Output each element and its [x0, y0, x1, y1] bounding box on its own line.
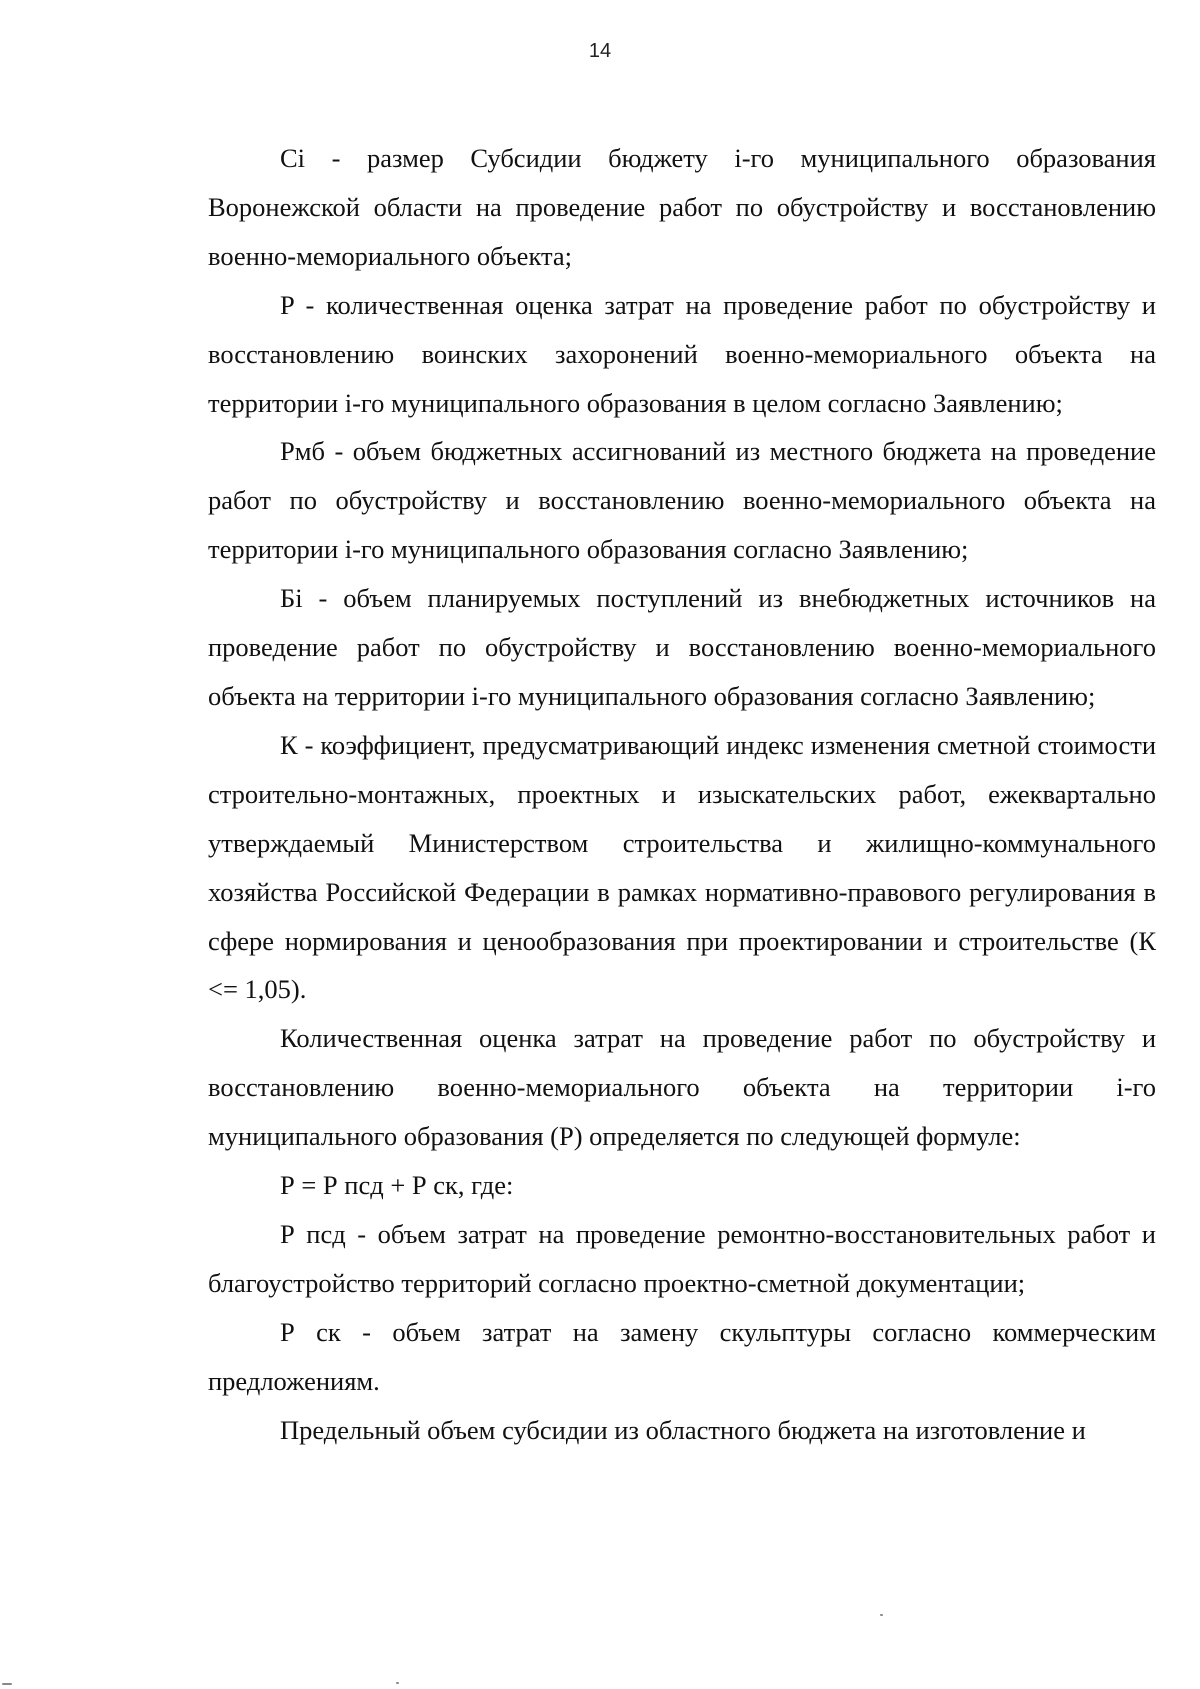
paragraph-sk-definition: Р ск - объем затрат на замену скульптуры согласно коммерческим предложениям.	[208, 1316, 1156, 1396]
paragraph-bi-definition: Бi - объем планируемых поступлений из внебюджетных источников на проведение работ по обустройству и восстановлению военно-мемориального объекта на территории i-го муниципального образования согласно Заявлению;	[208, 583, 1156, 711]
paragraph-psd-definition: Р псд - объем затрат на проведение ремонтно-восстановительных работ и благоустройство территорий согласно проектно-сметной документации;	[208, 1218, 1156, 1298]
scan-speck	[2, 1683, 12, 1685]
paragraph-k-definition: К - коэффициент, предусматривающий индекс изменения сметной стоимости строительно-монтажных, проектных и изыскательских работ, ежеквартально утверждаемый Министерством строительства и жилищно-коммунального хозяйства Российской Федерации в рамках нормативно-правового регулирования в сфере нормирования и ценообразования при проектировании и строительстве (К <= 1,05).	[208, 729, 1156, 1005]
paragraph-pmb-definition: Pмб - объем бюджетных ассигнований из местного бюджета на проведение работ по обустройству и восстановлению военно-мемориального объекта на территории i-го муниципального образования согласно Заявлению;	[208, 436, 1156, 565]
page-number: 14	[588, 40, 612, 62]
paragraph-formula: Р = Р псд + Р ск, где:	[280, 1170, 514, 1201]
paragraph-p-definition: P - количественная оценка затрат на проведение работ по обустройству и восстановлению воинских захоронений военно-мемориального объекта на территории i-го муниципального образования в целом согласно Заявлению;	[208, 289, 1156, 418]
paragraph-ci-definition: Ci - размер Субсидии бюджету i-го муниципального образования Воронежской области на проведение работ по обустройству и восстановлению военно-мемориального объекта;	[208, 143, 1156, 271]
paragraph-subsidy-limit: Предельный объем субсидии из областного бюджета на изготовление и	[280, 1414, 1086, 1445]
paragraph-cost-estimate: Количественная оценка затрат на проведение работ по обустройству и восстановлению военно-мемориального объекта на территории i-го муниципального образования (Р) определяется по следующей формуле:	[208, 1023, 1156, 1152]
document-body	[208, 134, 1156, 1454]
scan-speck	[880, 1614, 883, 1616]
scan-speck	[396, 1682, 399, 1684]
